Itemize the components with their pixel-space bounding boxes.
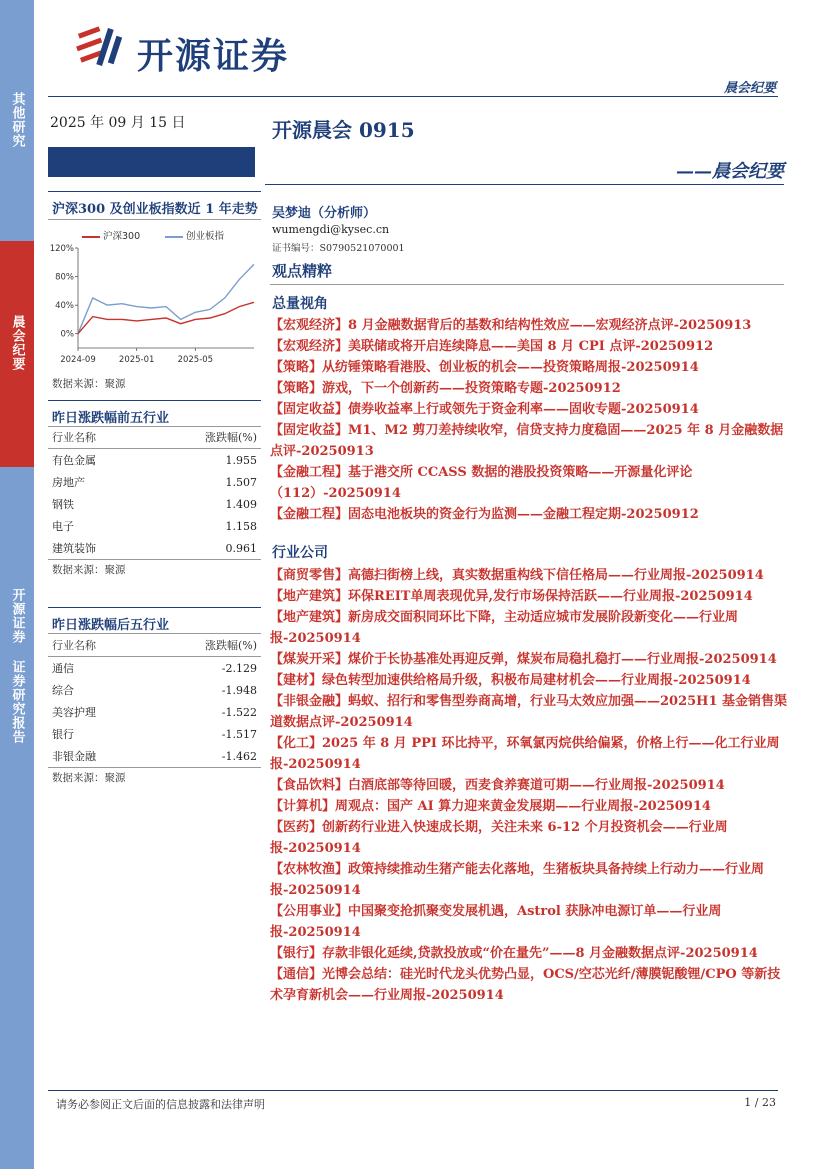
chart-title: 沪深300 及创业板指数近 1 年走势 — [52, 202, 258, 217]
industry-name: 钢铁 — [52, 498, 74, 511]
industry-heading: 行业公司 — [272, 545, 328, 561]
list-item[interactable]: 【商贸零售】高德扫街榜上线，真实数据重构线下信任格局——行业周报-20250914 — [270, 568, 764, 583]
decorative-bar — [48, 147, 255, 177]
industry-change: -1.522 — [221, 705, 257, 719]
side-tab-report-type: 证券研究报告 — [9, 660, 25, 744]
industry-change: 1.158 — [225, 519, 257, 533]
industry-name: 通信 — [52, 662, 74, 675]
industry-name: 银行 — [52, 728, 74, 741]
table-row — [48, 449, 261, 472]
section-title: 观点精粹 — [272, 262, 333, 280]
list-item[interactable]: 【固定收益】M1、M2 剪刀差持续收窄，信贷支持力度稳固——2025 年 8 月金融数据点评-20250913 — [270, 423, 784, 459]
industry-change: -1.948 — [221, 683, 257, 697]
list-item[interactable]: 【宏观经济】8 月金融数据背后的基数和结构性效应——宏观经济点评-20250913 — [270, 318, 752, 333]
report-subtitle: ——晨会纪要 — [676, 161, 784, 182]
legend-label-chinext: 创业板指 — [186, 231, 225, 242]
series-line-chinext — [78, 264, 254, 333]
bottom-industries-table — [48, 634, 261, 768]
col-header-change: 涨跌幅(%) — [147, 634, 261, 657]
list-item[interactable]: 【策略】从纺锤策略看港股、创业板的机会——投资策略周报-20250914 — [270, 360, 699, 375]
title-divider — [265, 184, 784, 185]
table-row — [48, 537, 261, 560]
industry-change: -1.517 — [221, 727, 257, 741]
footer-divider — [48, 1090, 778, 1091]
list-item[interactable]: 【农林牧渔】政策持续推动生猪产能去化落地，生猪板块具备持续上行动力——行业周报-20250914 — [270, 862, 765, 898]
table-header-row — [48, 426, 261, 449]
footer-disclaimer: 请务必参阅正文后面的信息披露和法律声明 — [56, 1098, 265, 1111]
header-divider — [48, 96, 778, 97]
chart-source: 数据来源：聚源 — [52, 378, 126, 390]
industry-change: -2.129 — [221, 661, 257, 675]
industry-name: 电子 — [52, 520, 74, 533]
side-tab-strip — [0, 0, 34, 1169]
list-item[interactable]: 【化工】2025 年 8 月 PPI 环比持平，环氧氯丙烷供给偏紧，价格上行——化工行业周报-20250914 — [270, 736, 780, 772]
x-tick-label: 2025-05 — [177, 355, 214, 365]
table-row — [48, 657, 261, 680]
report-date: 2025 年 09 月 15 日 — [50, 115, 186, 131]
analyst-email[interactable]: wumengdi@kysec.cn — [272, 223, 390, 236]
table-row — [48, 471, 261, 493]
list-item[interactable]: 【计算机】周观点：国产 AI 算力迎来黄金发展期——行业周报-20250914 — [270, 799, 711, 814]
list-item[interactable]: 【宏观经济】美联储或将开启连续降息——美国 8 月 CPI 点评-20250912 — [270, 339, 714, 354]
company-logo-text: 开源证券 — [137, 36, 290, 77]
macro-item-list — [270, 315, 790, 525]
table-header-row — [48, 634, 261, 657]
industry-change: 0.961 — [147, 537, 261, 560]
table-row — [48, 679, 261, 701]
header-tag: 晨会纪要 — [723, 81, 776, 96]
industry-name: 美容护理 — [52, 706, 96, 719]
chart-box-top-rule — [48, 191, 261, 192]
list-item[interactable]: 【通信】光博会总结：硅光时代龙头优势凸显，OCS/空芯光纤/薄膜铌酸锂/CPO 等新技术孕育新机会——行业周报-20250914 — [270, 967, 781, 1003]
y-tick-label: 0% — [60, 329, 74, 340]
table-row — [48, 515, 261, 537]
y-tick-label: 40% — [55, 301, 74, 312]
list-item[interactable]: 【银行】存款非银化延续,贷款投放或“价在量先”——8 月金融数据点评-20250914 — [270, 946, 758, 961]
list-item[interactable]: 【金融工程】基于港交所 CCASS 数据的港股投资策略——开源量化评论（112）-20250914 — [270, 465, 693, 501]
industry-name: 综合 — [52, 684, 74, 697]
company-logo-icon — [76, 24, 124, 68]
x-tick-label: 2024-09 — [60, 355, 96, 365]
industry-change: -1.462 — [147, 745, 261, 768]
list-item[interactable]: 【公用事业】中国聚变抢抓聚变发展机遇，Astrol 获脉冲电源订单——行业周报-20250914 — [270, 904, 722, 940]
side-tab-morning-notes: 晨会纪要 — [9, 315, 25, 371]
section-rule — [270, 284, 784, 285]
industry-name: 建筑装饰 — [48, 537, 147, 560]
list-item[interactable]: 【医药】创新药行业进入快速成长期，关注未来 6-12 个月投资机会——行业周报-20250914 — [270, 820, 728, 856]
legend-swatch-hs300 — [82, 236, 100, 238]
list-item[interactable]: 【煤炭开采】煤价于长协基准处再迎反弹，煤炭布局稳扎稳打——行业周报-20250914 — [270, 652, 777, 667]
macro-heading: 总量视角 — [272, 296, 328, 312]
y-tick-label: 120% — [49, 244, 74, 254]
page-number: 1 / 23 — [744, 1096, 776, 1109]
index-trend-chart — [48, 240, 261, 370]
x-tick-label: 2025-01 — [118, 355, 155, 365]
col-header-change: 涨跌幅(%) — [147, 426, 261, 449]
list-item[interactable]: 【地产建筑】新房成交面积同环比下降，主动适应城市发展阶段新变化——行业周报-20250914 — [270, 610, 739, 646]
bottom-table-source: 数据来源：聚源 — [52, 772, 126, 784]
top-industries-title: 昨日涨跌幅前五行业 — [52, 411, 170, 426]
table-row — [48, 723, 261, 745]
list-item[interactable]: 【食品饮料】白酒底部等待回暖，西麦食养赛道可期——行业周报-20250914 — [270, 778, 725, 793]
industry-name: 房地产 — [52, 476, 85, 489]
y-tick-label: 80% — [55, 272, 74, 283]
table-row — [48, 701, 261, 723]
list-item[interactable]: 【固定收益】债券收益率上行或领先于资金利率——固收专题-20250914 — [270, 402, 699, 417]
industry-change: 1.507 — [225, 475, 257, 489]
list-item[interactable]: 【地产建筑】环保REIT单周表现优异,发行市场保持活跃——行业周报-20250914 — [270, 589, 753, 604]
analyst-name: 吴梦迪（分析师） — [272, 206, 377, 221]
legend-swatch-chinext — [165, 236, 183, 238]
industry-change: 1.409 — [225, 497, 257, 511]
report-title: 开源晨会 0915 — [272, 118, 415, 142]
side-tab-company: 开源证券 — [9, 588, 25, 644]
col-header-name: 行业名称 — [48, 426, 147, 449]
chart-title-rule — [48, 219, 261, 220]
list-item[interactable]: 【建材】绿色转型加速供给格局升级，积极布局建材机会——行业周报-20250914 — [270, 673, 751, 688]
table-row — [48, 745, 261, 768]
industry-name: 有色金属 — [52, 454, 96, 467]
industry-item-list — [270, 565, 790, 1006]
analyst-cert: 证书编号：S0790521070001 — [272, 243, 405, 254]
industry-change: 1.955 — [225, 453, 257, 467]
list-item[interactable]: 【金融工程】固态电池板块的资金行为监测——金融工程定期-20250912 — [270, 507, 699, 522]
side-tab-other-research: 其他研究 — [9, 92, 25, 148]
top-table-top-rule — [48, 400, 261, 401]
table-row — [48, 493, 261, 515]
col-header-name: 行业名称 — [48, 634, 147, 657]
bottom-industries-title: 昨日涨跌幅后五行业 — [52, 618, 170, 633]
list-item[interactable]: 【策略】游戏，下一个创新药——投资策略专题-20250912 — [270, 381, 621, 396]
top-table-source: 数据来源：聚源 — [52, 564, 126, 576]
legend-label-hs300: 沪深300 — [103, 231, 141, 242]
industry-name: 非银金融 — [48, 745, 147, 768]
list-item[interactable]: 【非银金融】蚂蚁、招行和零售型券商高增，行业马太效应加强——2025H1 基金销售渠道数据点评-20250914 — [270, 694, 788, 730]
top-industries-table — [48, 426, 261, 560]
bottom-table-top-rule — [48, 607, 261, 608]
